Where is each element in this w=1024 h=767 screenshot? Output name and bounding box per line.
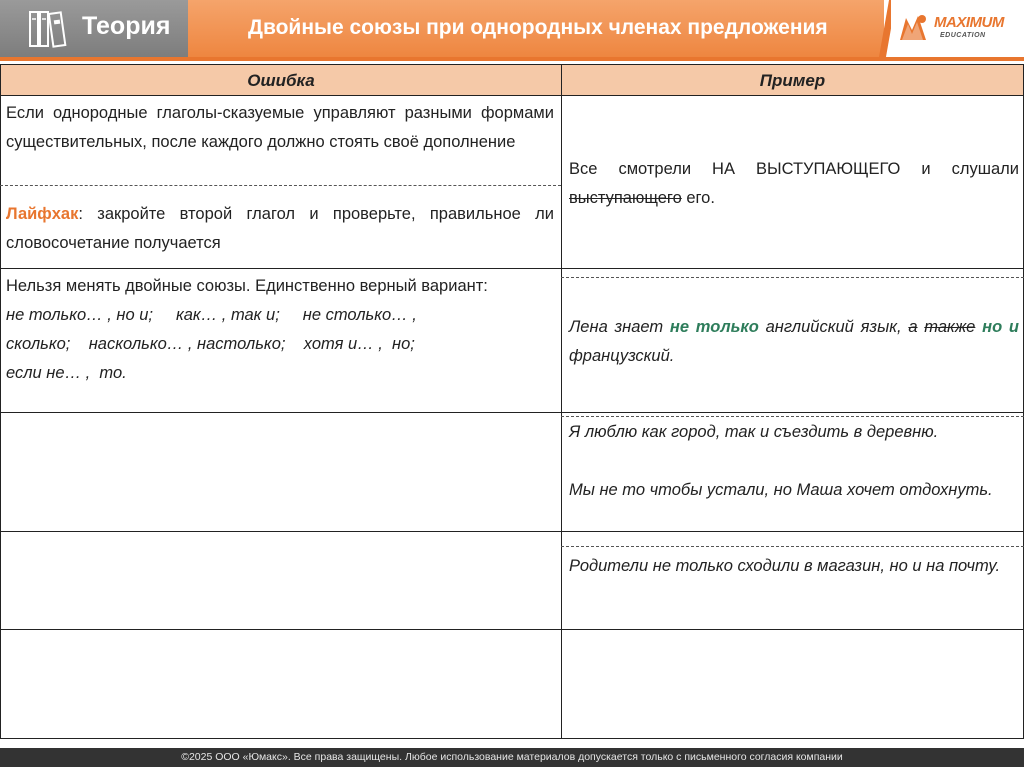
highlight-conjunction-1: не только — [669, 318, 759, 336]
row-divider-2 — [0, 412, 1024, 413]
page-title: Двойные союзы при однородных членах предложения — [248, 16, 828, 39]
row3-example-1: Я люблю как город, так и съездить в деревню. — [569, 423, 939, 441]
row1-example-end: его. — [681, 189, 715, 207]
header-section-panel — [0, 0, 188, 57]
lifehack-label: Лайфхак — [6, 205, 79, 223]
row2-example-end: французский. — [569, 347, 675, 365]
logo-name: MAXIMUM — [934, 14, 1004, 31]
row1-error-text: Если однородные глаголы-сказуемые управляют разными формами существительных, после каждого должно стоять своё дополнение — [6, 104, 554, 151]
row-divider-4 — [0, 629, 1024, 630]
row2-example-part: Лена знает — [569, 318, 670, 336]
row1-lifehack — [6, 200, 554, 258]
row2-example-top-line — [561, 277, 1024, 278]
row1-example-part: Все смотрели НА ВЫСТУПАЮЩЕГО и слушали — [569, 160, 1019, 178]
company-logo — [896, 10, 1024, 50]
row4-example: Родители не только сходили в магазин, но и на почту. — [569, 557, 1001, 575]
row2-conjunctions-2: сколько; насколько… , настолько; хотя и… , но; — [6, 335, 415, 353]
table-bottom-border — [0, 738, 1024, 739]
table-left-border — [0, 96, 1, 738]
header-underline — [0, 57, 1024, 61]
row3-example-top-line — [561, 416, 1024, 417]
row2-example-part2: английский язык, — [758, 318, 909, 336]
column-header-example: Пример — [561, 64, 1024, 96]
row4-example-top-line — [561, 546, 1024, 547]
row1-example — [569, 155, 1019, 213]
row2-error — [6, 272, 554, 388]
row-divider-1 — [0, 268, 1024, 269]
highlight-conjunction-2: но и — [982, 318, 1019, 336]
section-label: Теория — [82, 12, 171, 40]
struck-word-a: а — [908, 318, 918, 336]
books-icon — [28, 9, 70, 49]
column-header-error: Ошибка — [0, 64, 562, 96]
row2-conjunctions-1: не только… , но и; как… , так и; не столько… , — [6, 306, 417, 324]
logo-mark-icon — [896, 10, 932, 48]
copyright-footer: ©2025 ООО «Юмакс». Все права защищены. Любое использование материалов допускается только с письменного согласия компании — [0, 748, 1024, 767]
column-divider — [561, 96, 562, 738]
lifehack-text: : закройте второй глагол и проверьте, правильное ли словосочетание получается — [6, 205, 554, 252]
row2-example — [569, 313, 1019, 371]
row1-dashed-divider — [0, 185, 561, 186]
row2-conjunctions-3: если не… , то. — [6, 364, 127, 382]
row3-example-2: Мы не то чтобы устали, но Маша хочет отдохнуть. — [569, 481, 993, 499]
logo-subtitle: EDUCATION — [940, 32, 986, 39]
struck-word: выступающего — [569, 189, 682, 207]
header-bar — [0, 0, 1024, 57]
struck-word-also: также — [924, 318, 976, 336]
row2-error-line1: Нельзя менять двойные союзы. Единственно верный вариант: — [6, 277, 488, 295]
row-divider-3 — [0, 531, 1024, 532]
